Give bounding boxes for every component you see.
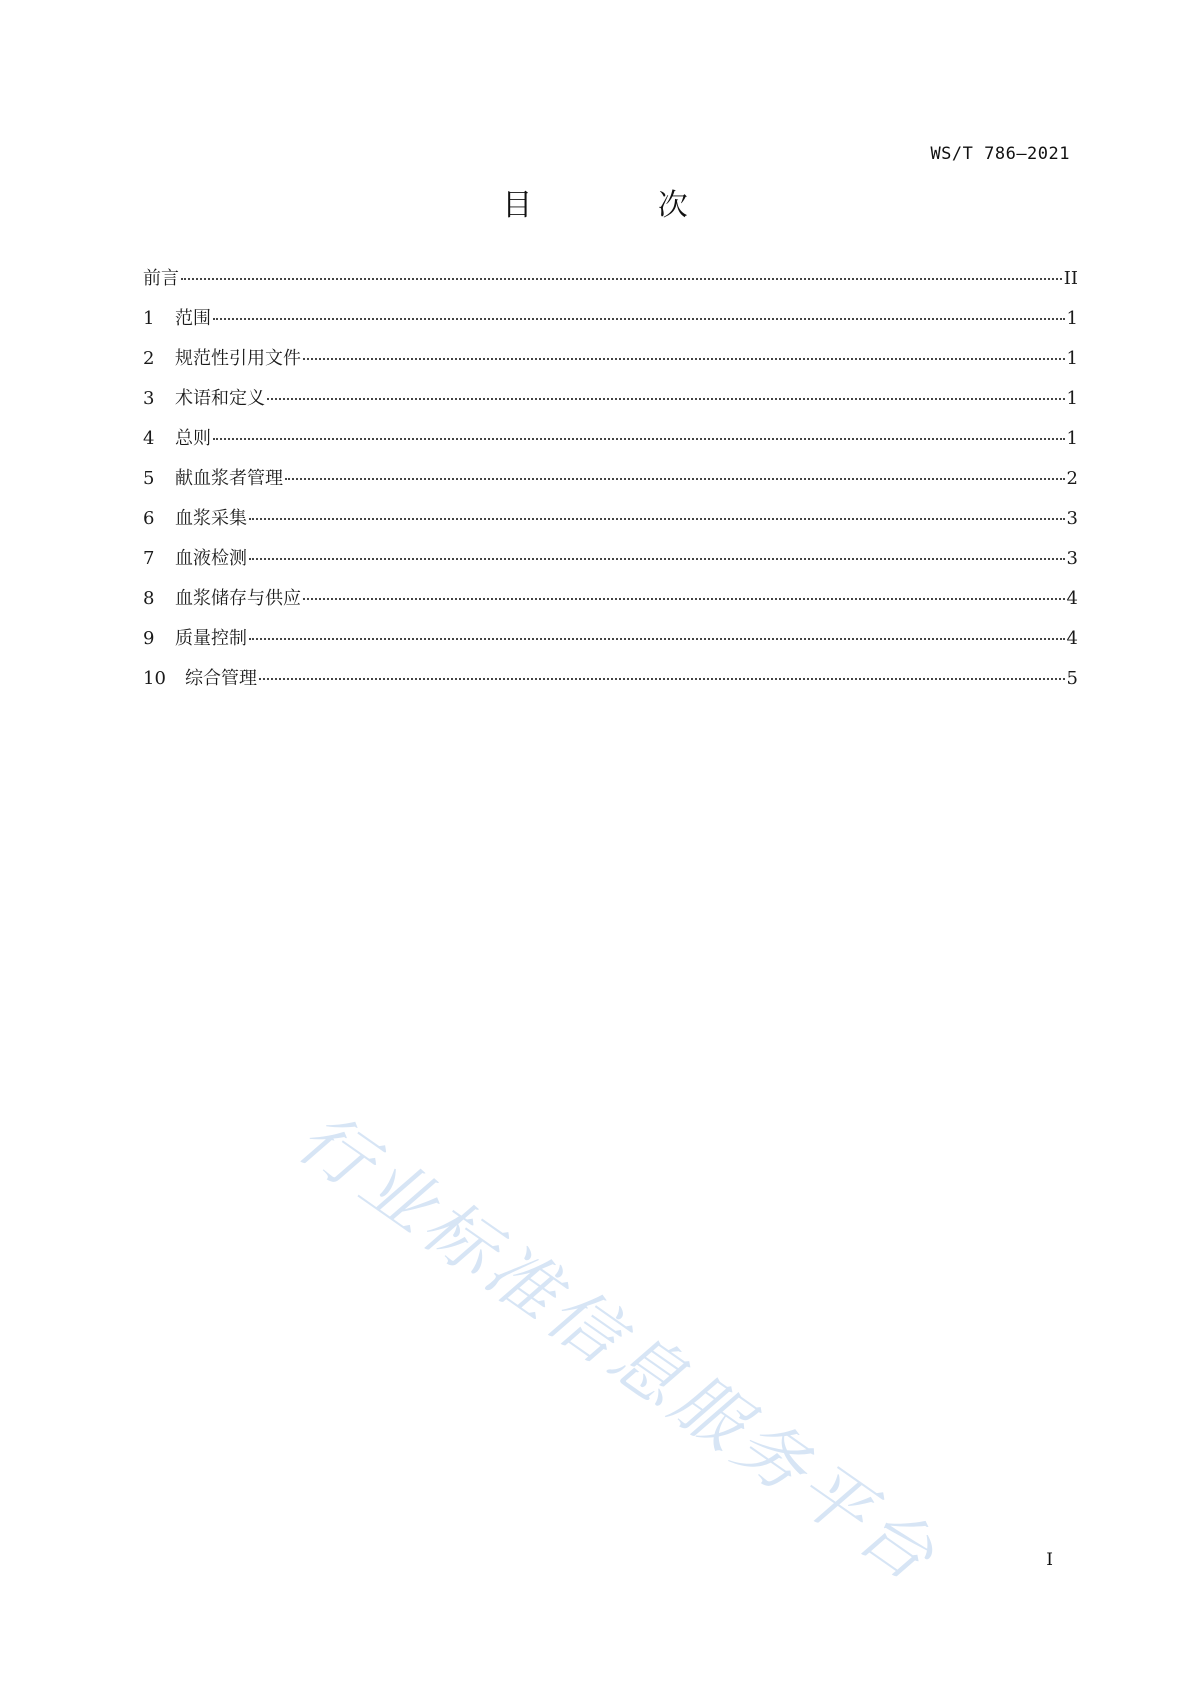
toc-entry-label: 献血浆者管理 (175, 468, 283, 489)
toc-entry-label: 前言 (143, 268, 179, 289)
page-number: I (1046, 1550, 1053, 1570)
toc-leader-dots (181, 278, 1062, 280)
toc-leader-dots (249, 638, 1065, 640)
toc-entry-number: 3 (143, 388, 155, 409)
toc-entry-9[interactable] (143, 628, 1078, 668)
toc-leader-dots (303, 598, 1065, 600)
toc-entry-page: 1 (1066, 308, 1078, 329)
toc-entry-10[interactable] (143, 668, 1078, 708)
table-of-contents (143, 268, 1078, 708)
toc-entry-5[interactable] (143, 468, 1078, 508)
toc-entry-page: 4 (1066, 628, 1078, 649)
toc-entry-number: 7 (143, 548, 155, 569)
toc-entry-page: 1 (1066, 388, 1078, 409)
toc-entry-number: 9 (143, 628, 155, 649)
toc-entry-7[interactable] (143, 548, 1078, 588)
page-title-text: 目 次 (502, 188, 746, 223)
page-title (0, 180, 1190, 224)
toc-entry-1[interactable] (143, 308, 1078, 348)
toc-entry-label: 范围 (175, 308, 211, 329)
toc-entry-number: 10 (143, 668, 166, 689)
toc-entry-page: 3 (1066, 508, 1078, 529)
toc-leader-dots (213, 438, 1065, 440)
toc-entry-foreword[interactable] (143, 268, 1078, 308)
toc-entry-number: 5 (143, 468, 155, 489)
toc-entry-page: 1 (1066, 348, 1078, 369)
toc-entry-label: 总则 (175, 428, 211, 449)
toc-entry-page: II (1063, 268, 1078, 289)
toc-entry-page: 1 (1066, 428, 1078, 449)
toc-leader-dots (303, 358, 1065, 360)
toc-entry-label: 规范性引用文件 (175, 348, 301, 369)
toc-entry-label: 血液检测 (175, 548, 247, 569)
toc-entry-number: 8 (143, 588, 155, 609)
toc-entry-page: 4 (1066, 588, 1078, 609)
toc-leader-dots (259, 678, 1065, 680)
toc-entry-page: 2 (1066, 468, 1078, 489)
toc-leader-dots (285, 478, 1065, 480)
toc-entry-label: 血浆采集 (175, 508, 247, 529)
toc-entry-label: 术语和定义 (175, 388, 265, 409)
toc-entry-6[interactable] (143, 508, 1078, 548)
watermark: 行业标准信息服务平台 (283, 1096, 953, 1600)
toc-entry-label: 质量控制 (175, 628, 247, 649)
toc-leader-dots (267, 398, 1065, 400)
toc-entry-page: 3 (1066, 548, 1078, 569)
toc-leader-dots (249, 558, 1065, 560)
toc-leader-dots (249, 518, 1065, 520)
toc-entry-4[interactable] (143, 428, 1078, 468)
toc-entry-page: 5 (1066, 668, 1078, 689)
toc-entry-2[interactable] (143, 348, 1078, 388)
toc-entry-number: 4 (143, 428, 155, 449)
toc-entry-label: 综合管理 (185, 668, 257, 689)
toc-entry-number: 1 (143, 308, 155, 329)
toc-entry-label: 血浆储存与供应 (175, 588, 301, 609)
standard-code: WS/T 786—2021 (930, 144, 1070, 164)
toc-entry-8[interactable] (143, 588, 1078, 628)
toc-entry-3[interactable] (143, 388, 1078, 428)
toc-leader-dots (213, 318, 1065, 320)
toc-entry-number: 6 (143, 508, 155, 529)
toc-entry-number: 2 (143, 348, 155, 369)
